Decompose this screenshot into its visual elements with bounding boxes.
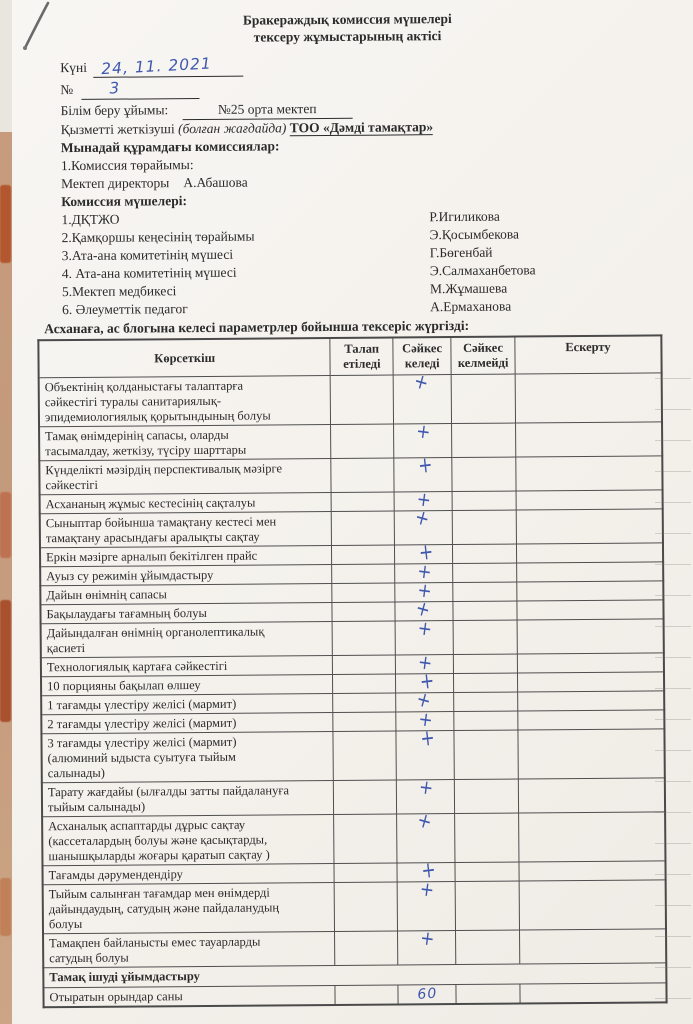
table-row: [43, 983, 666, 1007]
member-name: Э.Салмаханбетова: [429, 262, 536, 279]
cell-indicator: Технологиялық картаға сәйкестігі: [41, 655, 333, 676]
cell-required: [333, 655, 396, 674]
cell-not-complies: [454, 673, 518, 693]
table-row: [43, 880, 666, 934]
handwritten-check-mark: +: [410, 369, 431, 397]
composition-heading: Мынадай құрамдағы комиссиялар:: [60, 138, 280, 156]
handwritten-check-mark: +: [411, 505, 432, 533]
provider-label: Қызметті жеткізуші: [60, 121, 175, 138]
cell-note: [518, 710, 665, 730]
cell-required: [333, 731, 396, 780]
cell-required: [331, 458, 394, 492]
inspection-table-header: [38, 335, 661, 377]
header-note: Ескерту: [515, 335, 662, 374]
cell-not-complies: [453, 582, 517, 602]
table-row: [42, 778, 665, 817]
inspection-table: [37, 334, 667, 1008]
cell-note: [515, 373, 662, 423]
section-title: Тамақ ішуді ұйымдастыру: [43, 963, 666, 988]
cell-note: [518, 691, 665, 711]
handwritten-check-mark: +: [415, 559, 433, 585]
cell-indicator: Ауыз су режимін ұйымдастыру: [40, 564, 332, 585]
pen-slash-mark: [8, 0, 60, 62]
document-content: [12, 0, 693, 1008]
cell-note: [517, 653, 664, 673]
handwritten-check-mark: +: [415, 578, 433, 604]
cell-note: [520, 983, 667, 1004]
member-role: 3.Ата-ана комитетінің мүшесі: [61, 246, 234, 264]
cell-required: [333, 712, 396, 731]
cell-complies: [398, 985, 456, 1005]
handwritten-check-mark: +: [418, 725, 436, 753]
cell-indicator: Еркін мәзірге арналып бекітілген прайс: [40, 545, 332, 566]
cell-note: [516, 490, 663, 510]
header-complies: Сәйкес келеді: [393, 337, 451, 375]
cell-complies: [395, 616, 453, 655]
handwritten-check-mark: +: [414, 487, 432, 513]
cell-not-complies: [454, 730, 518, 780]
cell-required: [334, 863, 397, 882]
table-intro: Асханаға, ас блогына келесі параметрлер бойынша тексеріс жүргізді:: [44, 317, 470, 337]
cell-required: [332, 545, 395, 564]
cell-indicator: Асхананың жұмыс кестесінің сақталуы: [40, 492, 332, 513]
header-indicator: Көрсеткіш: [38, 338, 330, 378]
cell-note: [517, 562, 664, 582]
cell-not-complies: [456, 930, 520, 965]
table-row: [42, 812, 665, 866]
handwritten-check-mark: +: [417, 539, 435, 567]
cell-required: [332, 583, 395, 602]
cell-indicator: Дайындалған өнімнің органолептикалық қасиеті: [41, 621, 333, 657]
cell-required: [332, 564, 395, 583]
cell-required: [333, 693, 396, 712]
cell-not-complies: [455, 862, 519, 882]
scanner-backing-red-patch: [0, 492, 11, 558]
cell-not-complies: [453, 654, 517, 674]
chair-heading: 1.Комиссия төрайымы:: [60, 157, 194, 174]
cell-complies: [397, 808, 455, 863]
cell-note: [519, 861, 666, 881]
cell-indicator: Күнделікті мәзірдің перспективалық мәзірге сәйкестігі: [39, 458, 331, 494]
member-name: А.Ермаханова: [430, 298, 512, 315]
cell-not-complies: [453, 620, 517, 655]
handwritten-check-mark: +: [417, 775, 435, 801]
cell-indicator: 1 тағамды үлестіру желісі (мармит): [41, 693, 333, 714]
cell-required: [334, 882, 397, 931]
table-row: [39, 456, 662, 495]
table-row: [39, 373, 662, 427]
cell-complies: [398, 926, 456, 965]
provider-note: (болған жағдайда): [178, 120, 287, 137]
date-handwritten-value: 24, 11. 2021: [100, 54, 212, 79]
handwritten-check-mark: +: [414, 419, 432, 445]
members-heading: Комиссия мүшелері:: [61, 193, 188, 210]
cell-not-complies: [451, 374, 515, 424]
cell-required: [335, 985, 398, 1005]
title-line-1: Бракераждық комиссия мүшелері: [242, 11, 452, 28]
cell-not-complies: [452, 491, 516, 511]
cell-complies: [394, 452, 452, 492]
handwritten-check-mark: +: [417, 877, 436, 903]
member-name: Э.Қосымбекова: [429, 226, 520, 243]
table-row: [43, 929, 666, 968]
cell-indicator: Тарату жағдайы (ылғалды затты пайдалануға тыйым салынады): [42, 780, 334, 816]
member-role: 5.Мектеп медбикесі: [61, 283, 177, 300]
chair-role: Мектеп директоры: [61, 175, 170, 192]
cell-required: [332, 511, 395, 545]
cell-required: [334, 780, 397, 814]
cell-required: [332, 621, 395, 655]
cell-not-complies: [455, 813, 519, 863]
cell-note: [516, 509, 663, 544]
header-not-complies: Сәйкес келмейді: [451, 337, 515, 375]
member-role: 6. Әлеуметтік педагог: [62, 301, 188, 318]
cell-required: [331, 492, 394, 511]
cell-not-complies: [454, 711, 518, 731]
title-line-2: тексеру жұмыстарының актісі: [253, 28, 442, 45]
cell-note: [518, 729, 665, 779]
number-label: №: [60, 81, 74, 98]
number-handwritten-value: 3: [108, 78, 121, 98]
header-required: Талап етіледі: [330, 337, 393, 375]
organization-label: Білім беру ұйымы:: [60, 102, 169, 119]
cell-indicator: Сыныптар бойынша тамақтану кестесі мен тамақтану арасындағы аралықты сақтау: [40, 511, 332, 547]
cell-indicator: 2 тағамды үлестіру желісі (мармит): [41, 712, 333, 733]
chair-name: А.Абашова: [183, 174, 248, 191]
cell-required: [333, 674, 396, 693]
commission-member-row: [62, 296, 693, 319]
cell-indicator: Тамақпен байланысты емес тауарларды сатудың болуы: [43, 931, 335, 967]
handwritten-check-mark: +: [419, 857, 437, 885]
cell-not-complies: [453, 563, 517, 583]
cell-note: [516, 422, 663, 457]
inspection-table-body: [39, 369, 667, 1007]
scanner-backing-red-patch: [0, 600, 11, 722]
cell-not-complies: [455, 881, 519, 931]
date-label: Күні: [60, 59, 88, 76]
cell-note: [516, 456, 663, 491]
cell-note: [518, 672, 665, 692]
scanner-backing-red-patch: [0, 878, 11, 936]
cell-note: [517, 600, 664, 620]
handwritten-check-mark: +: [416, 650, 434, 676]
cell-indicator: 10 порцияны бақылап өлшеу: [41, 674, 333, 695]
handwritten-check-mark: +: [415, 616, 433, 642]
cell-required: [332, 602, 395, 621]
cell-indicator: Отыратын орындар саны: [43, 985, 335, 1007]
cell-indicator: Бақылаудағы тағамның болуы: [40, 602, 332, 623]
scanner-backing-red-patch: [0, 185, 11, 263]
handwritten-check-mark: 60: [416, 985, 438, 1003]
cell-required: [334, 814, 397, 863]
cell-indicator: 3 тағамды үлестіру желісі (мармит) (алюминий ыдыста суытуға тыйым салынады): [41, 731, 333, 782]
handwritten-check-mark: +: [416, 452, 434, 480]
table-row: [39, 422, 662, 461]
member-name: Р.Игиликова: [429, 208, 500, 225]
cell-note: [519, 880, 666, 930]
cell-indicator: Объектінің қолданыстағы талаптарға сәйкестігі туралы санитариялық- эпидемиологиялық қорытындының болуы: [39, 375, 331, 426]
table-row: [41, 619, 664, 658]
handwritten-check-mark: +: [413, 687, 434, 715]
cell-not-complies: [454, 779, 518, 814]
cell-required: [335, 931, 398, 965]
cell-note: [520, 929, 667, 964]
cell-not-complies: [456, 984, 520, 1004]
cell-note: [517, 581, 664, 601]
page-title: [35, 8, 660, 47]
cell-note: [519, 812, 666, 862]
cell-note: [518, 778, 665, 813]
handwritten-check-mark: +: [413, 808, 435, 836]
cell-not-complies: [452, 510, 516, 545]
cell-not-complies: [454, 692, 518, 712]
members-list: [61, 206, 693, 319]
cell-not-complies: [452, 457, 516, 492]
cell-indicator: Асханалық аспаптарды дұрыс сақтау (кассеталардың болуы және қасықтарды, шанышқыларды жоғары қаратып сақтау ): [42, 814, 334, 865]
cell-required: [331, 424, 394, 458]
organization-value: №25 орта мектеп: [182, 100, 352, 120]
date-underline: [93, 54, 243, 79]
number-underline: [81, 80, 199, 100]
member-role: 4. Ата-ана комитетінің мүшесі: [61, 264, 237, 282]
document-page: [12, 0, 693, 1024]
cell-complies: [396, 725, 454, 780]
cell-indicator: Тамақ өнімдерінің сапасы, оларды тасымалдау, жеткізу, түсіру шарттары: [39, 424, 331, 460]
cell-not-complies: [452, 423, 516, 458]
cell-not-complies: [453, 544, 517, 564]
handwritten-check-mark: +: [418, 668, 436, 696]
cell-required: [331, 375, 394, 424]
cell-complies: [393, 369, 451, 424]
member-role: 2.Қамқоршы кеңесінің төрайымы: [61, 228, 255, 246]
table-row: [40, 509, 663, 548]
handwritten-check-mark: +: [412, 596, 433, 624]
cell-complies: [397, 877, 455, 931]
ghost-ruled-lines: [655, 348, 691, 1003]
member-name: Г.Бөгенбай: [429, 244, 493, 261]
cell-not-complies: [453, 601, 517, 621]
handwritten-check-mark: +: [416, 707, 434, 733]
cell-note: [517, 619, 664, 654]
cell-note: [517, 543, 664, 563]
form-header: [60, 54, 693, 319]
cell-indicator: Тағамды дәрумендендіру: [42, 863, 334, 884]
handwritten-check-mark: +: [418, 926, 436, 952]
provider-value: ТОО «Дәмді тамақтар»: [289, 119, 434, 136]
table-row: [41, 729, 664, 783]
cell-indicator: Тыйым салынған тағамдар мен өнімдерді дайындаудың, сатудың және пайдаланудың болуы: [43, 882, 335, 933]
member-name: М.Жұмашева: [429, 280, 508, 297]
cell-indicator: Дайын өнімнің сапасы: [40, 583, 332, 604]
member-role: 1.ДҚТЖО: [61, 211, 120, 228]
